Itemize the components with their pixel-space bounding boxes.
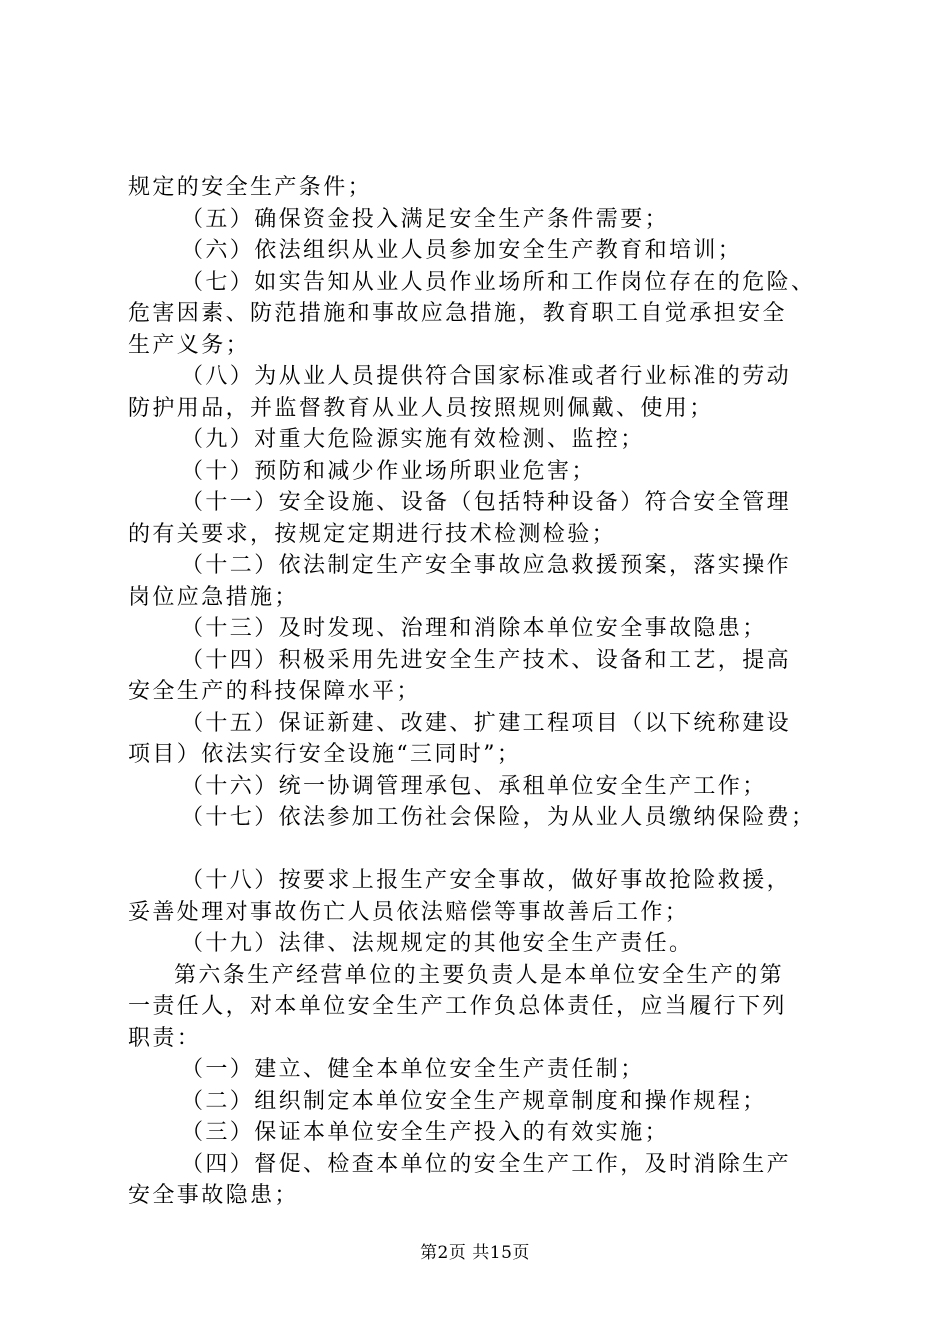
text-line: 第六条生产经营单位的主要负责人是本单位安全生产的第 bbox=[174, 962, 785, 988]
text-line: （十四）积极采用先进安全生产技术、设备和工艺，提高 bbox=[181, 647, 792, 673]
text-line: （一）建立、健全本单位安全生产责任制； bbox=[181, 1057, 645, 1082]
text-line: 危害因素、防范措施和事故应急措施，教育职工自觉承担安全 bbox=[128, 301, 787, 326]
text-line: 规定的安全生产条件； bbox=[128, 175, 373, 200]
text-line: 安全生产的科技保障水平； bbox=[128, 679, 421, 704]
text-line: （十三）及时发现、治理和消除本单位安全事故隐患； bbox=[181, 616, 767, 641]
text-line: （九）对重大危险源实施有效检测、监控； bbox=[181, 427, 645, 452]
page-footer: 第2页 共15页 bbox=[420, 1243, 530, 1263]
text-line: 的有关要求，按规定定期进行技术检测检验； bbox=[128, 521, 617, 547]
text-line: （十八）按要求上报生产安全事故，做好事故抢险救援， bbox=[181, 868, 792, 893]
text-line: （六）依法组织从业人员参加安全生产教育和培训； bbox=[181, 238, 743, 263]
text-line: （八）为从业人员提供符合国家标准或者行业标准的劳动 bbox=[181, 364, 792, 389]
text-line: （三）保证本单位安全生产投入的有效实施； bbox=[181, 1120, 670, 1145]
text-line: （十五）保证新建、改建、扩建工程项目（以下统称建设 bbox=[181, 710, 792, 736]
text-line: 妥善处理对事故伤亡人员依法赔偿等事故善后工作； bbox=[128, 899, 690, 925]
text-line: （二）组织制定本单位安全生产规章制度和操作规程； bbox=[181, 1088, 767, 1114]
text-line: 项目）依法实行安全设施“三同时”； bbox=[128, 742, 522, 767]
text-line: 生产义务； bbox=[128, 332, 251, 358]
paragraph-gap bbox=[128, 834, 832, 866]
text-line: 岗位应急措施； bbox=[128, 584, 299, 610]
text-line: （七）如实告知从业人员作业场所和工作岗位存在的危险、 bbox=[181, 269, 816, 295]
text-line: （十一）安全设施、设备（包括特种设备）符合安全管理 bbox=[181, 490, 792, 515]
text-line: 一责任人，对本单位安全生产工作负总体责任，应当履行下列 bbox=[128, 994, 787, 1019]
text-line: （十九）法律、法规规定的其他安全生产责任。 bbox=[181, 931, 694, 956]
text-line: 职责： bbox=[128, 1025, 202, 1051]
text-line: （十）预防和减少作业场所职业危害； bbox=[181, 458, 596, 484]
document-body bbox=[128, 172, 832, 1212]
text-line: （十六）统一协调管理承包、承租单位安全生产工作； bbox=[181, 773, 767, 799]
text-line: （十七）依法参加工伤社会保险，为从业人员缴纳保险费； bbox=[181, 805, 816, 830]
text-line: （五）确保资金投入满足安全生产条件需要； bbox=[181, 206, 670, 232]
text-line: 防护用品，并监督教育从业人员按照规则佩戴、使用； bbox=[128, 395, 714, 421]
text-line: （四）督促、检查本单位的安全生产工作，及时消除生产 bbox=[181, 1151, 792, 1177]
text-line: 安全事故隐患； bbox=[128, 1183, 299, 1208]
text-line: （十二）依法制定生产安全事故应急救援预案，落实操作 bbox=[181, 553, 792, 578]
